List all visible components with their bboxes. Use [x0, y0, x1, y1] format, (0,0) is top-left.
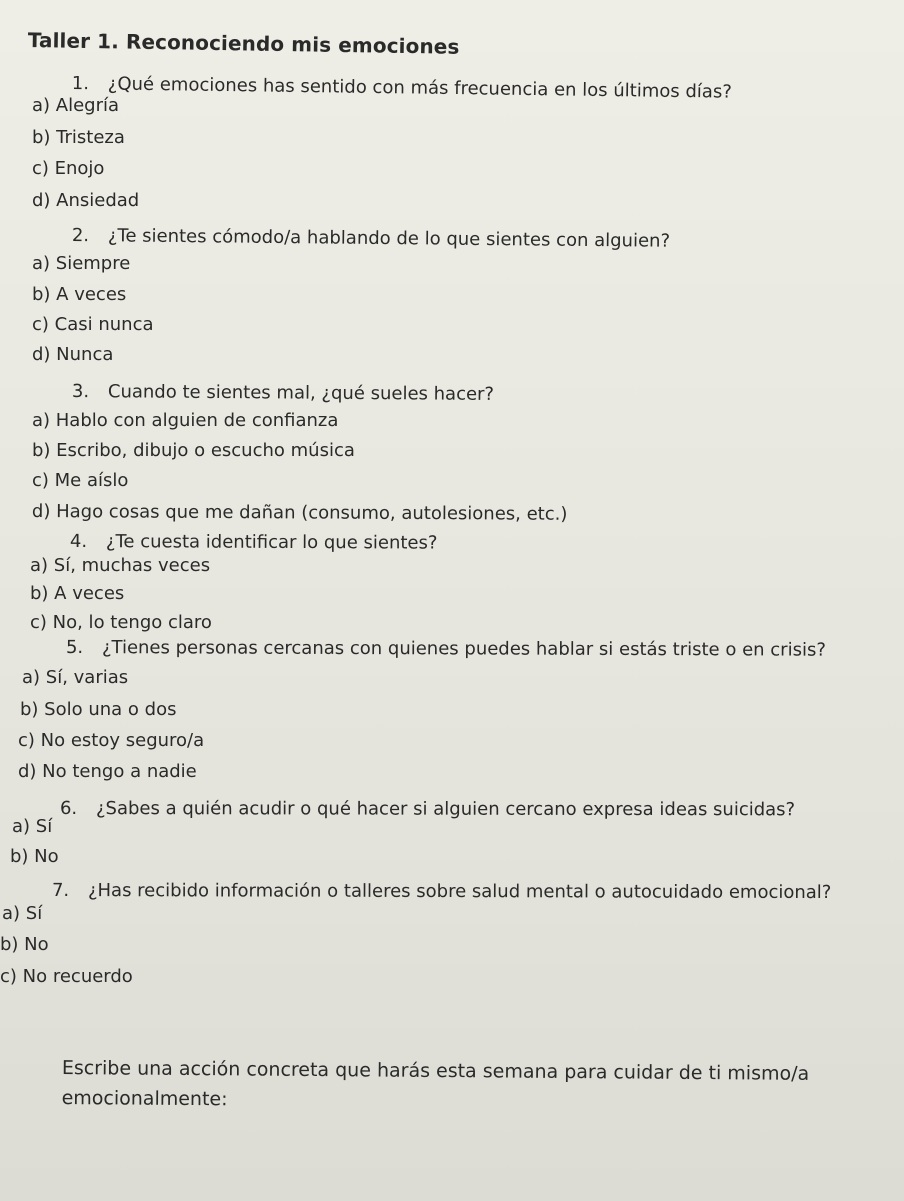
question-7-option-a: a) Sí [2, 903, 43, 924]
question-2-option-c: c) Casi nunca [32, 314, 154, 335]
question-6-number: 6. [59, 798, 78, 820]
question-5-option-a: a) Sí, varias [22, 667, 129, 688]
question-4-option-a: a) Sí, muchas veces [30, 555, 211, 576]
question-3-option-a: a) Hablo con alguien de confianza [32, 410, 339, 431]
question-4-option-c: c) No, lo tengo claro [30, 612, 212, 633]
question-3-number: 3. [71, 381, 90, 403]
question-2-number: 2. [71, 225, 90, 247]
question-2 [72, 225, 670, 252]
question-3-option-d: d) Hago cosas que me dañan (consumo, autolesiones, etc.) [31, 501, 568, 525]
question-3-option-c: c) Me aíslo [32, 470, 129, 491]
question-4-text: ¿Te cuesta identificar lo que sientes? [105, 531, 438, 554]
question-7-option-b: b) No [0, 934, 49, 955]
question-5-number: 5. [65, 637, 84, 659]
question-5-option-b: b) Solo una o dos [20, 699, 177, 720]
question-4-number: 4. [69, 531, 88, 553]
question-5 [66, 637, 826, 661]
question-1-text: ¿Qué emociones has sentido con más frecuencia en los últimos días? [107, 73, 732, 103]
question-1-option-d: d) Ansiedad [32, 190, 140, 211]
question-1-option-c: c) Enojo [32, 158, 105, 179]
worksheet-title: Taller 1. Reconociendo mis emociones [27, 28, 460, 59]
question-2-option-a: a) Siempre [32, 253, 131, 274]
question-3-text: Cuando te sientes mal, ¿qué sueles hacer? [107, 381, 495, 405]
question-3-option-b: b) Escribo, dibujo o escucho música [32, 440, 355, 461]
question-4-option-b: b) A veces [30, 583, 125, 604]
question-1-number: 1. [71, 73, 90, 95]
question-7-number: 7. [51, 880, 70, 902]
question-7-option-c: c) No recuerdo [0, 966, 133, 987]
question-5-text: ¿Tienes personas cercanas con quienes puedes hablar si estás triste o en crisis? [101, 637, 826, 661]
closing-prompt: Escribe una acción concreta que harás esta semana para cuidar de ti mismo/a emocionalmente: [61, 1056, 810, 1111]
question-1-option-a: a) Alegría [32, 95, 120, 116]
question-6-option-a: a) Sí [12, 816, 53, 837]
question-3 [72, 381, 494, 405]
question-6 [60, 798, 795, 820]
question-1-option-b: b) Tristeza [32, 127, 125, 148]
question-6-text: ¿Sabes a quién acudir o qué hacer si alguien cercano expresa ideas suicidas? [95, 798, 796, 821]
question-2-text: ¿Te sientes cómodo/a hablando de lo que sientes con alguien? [107, 225, 671, 252]
question-1 [72, 73, 732, 103]
question-6-option-b: b) No [10, 846, 59, 867]
question-7 [52, 880, 831, 903]
question-2-option-b: b) A veces [32, 284, 127, 305]
question-5-option-d: d) No tengo a nadie [18, 761, 197, 782]
question-4 [70, 531, 438, 554]
question-2-option-d: d) Nunca [32, 344, 114, 365]
question-5-option-c: c) No estoy seguro/a [18, 730, 205, 751]
question-7-text: ¿Has recibido información o talleres sobre salud mental o autocuidado emocional? [87, 880, 832, 904]
